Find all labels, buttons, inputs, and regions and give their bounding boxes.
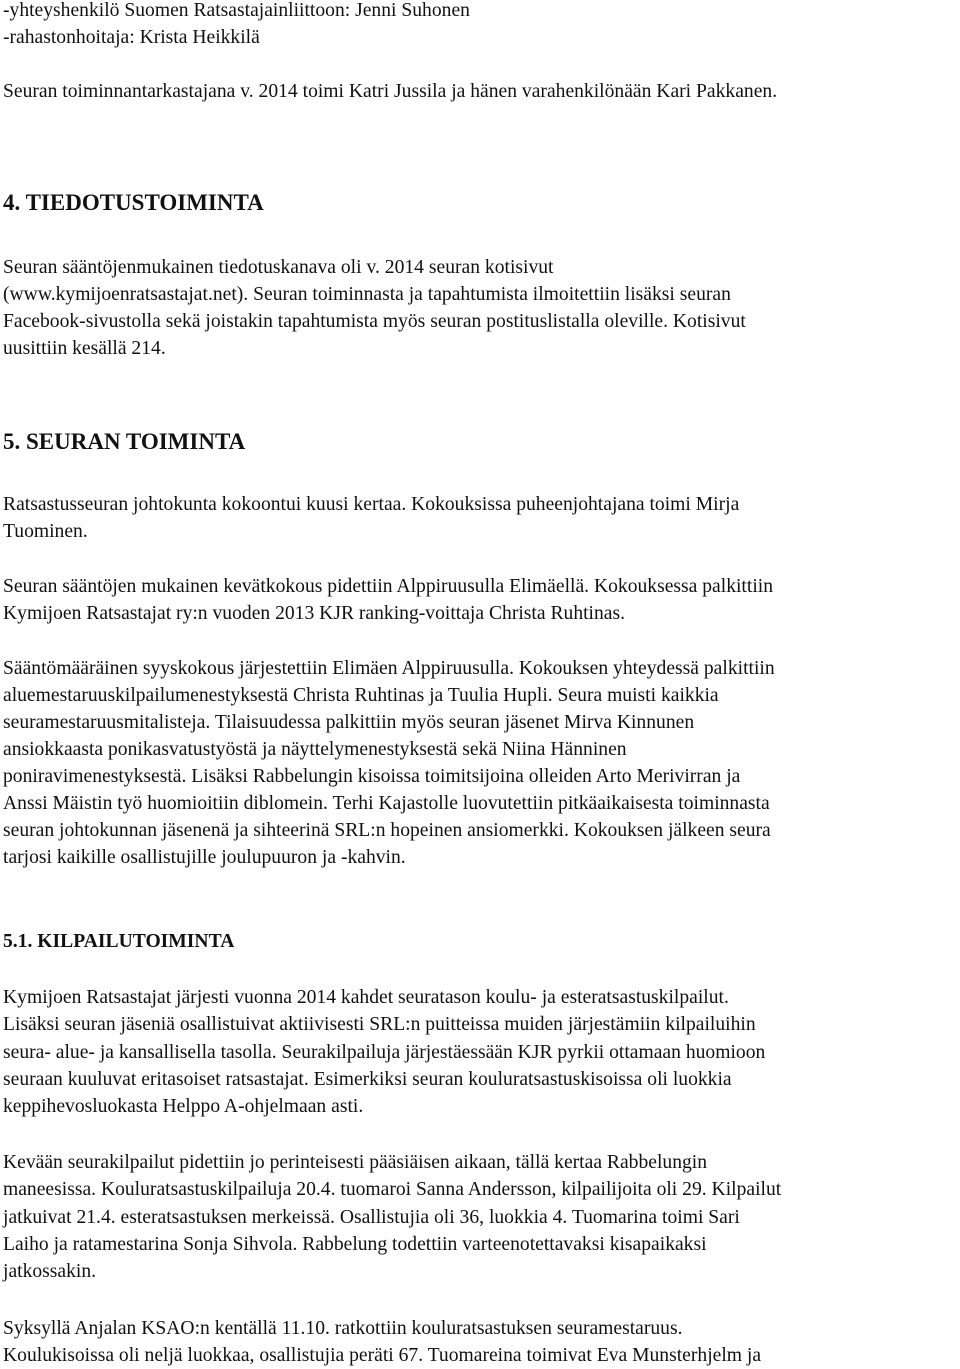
- contact-line-treasurer: -rahastonhoitaja: Krista Heikkilä: [3, 27, 260, 48]
- section-4-heading: 4. TIEDOTUSTOIMINTA: [3, 190, 264, 215]
- section-5-1-heading: 5.1. KILPAILUTOIMINTA: [3, 931, 235, 952]
- section-5-1-p1-line-3: seura- alue- ja kansallisella tasolla. Seurakilpailuja järjestäessään KJR pyrkii ottamaan huomioon: [3, 1042, 766, 1063]
- section-5-1-p2-line-4: Laiho ja ratamestarina Sonja Sihvola. Rabbelung todettiin varteenotettavaksi kisapaikaksi: [3, 1234, 707, 1255]
- section-5-heading: 5. SEURAN TOIMINTA: [3, 429, 246, 454]
- section-4-line-1: Seuran sääntöjenmukainen tiedotuskanava oli v. 2014 seuran kotisivut: [3, 257, 554, 278]
- section-5-1-p2-line-5: jatkossakin.: [3, 1261, 97, 1282]
- auditor-line: Seuran toiminnantarkastajana v. 2014 toimi Katri Jussila ja hänen varahenkilönään Kari Pakkanen.: [3, 81, 778, 102]
- section-5-p3-line-5: poniravimenestyksestä. Lisäksi Rabbelungin kisoissa toimitsijoina olleiden Arto Merivirran ja: [3, 766, 741, 787]
- section-5-p3-line-1: Sääntömääräinen syyskokous järjestettiin Elimäen Alppiruusulla. Kokouksen yhteydessä palkittiin: [3, 658, 775, 679]
- section-5-p2-line-2: Kymijoen Ratsastajat ry:n vuoden 2013 KJR ranking-voittaja Christa Ruhtinas.: [3, 603, 626, 624]
- contact-line-federation: -yhteyshenkilö Suomen Ratsastajainliittoon: Jenni Suhonen: [3, 0, 470, 21]
- section-5-p3-line-8: tarjosi kaikille osallistujille joulupuuron ja -kahvin.: [3, 847, 406, 868]
- section-5-1-p1-line-5: keppihevosluokasta Helppo A-ohjelmaan asti.: [3, 1096, 364, 1117]
- section-5-p2-line-1: Seuran sääntöjen mukainen kevätkokous pidettiin Alppiruusulla Elimäellä. Kokouksessa palkittiin: [3, 576, 774, 597]
- section-5-p1-line-2: Tuominen.: [3, 521, 88, 542]
- section-5-p3-line-3: seuramestaruusmitalisteja. Tilaisuudessa palkittiin myös seuran jäsenet Mirva Kinnunen: [3, 712, 695, 733]
- section-5-1-p1-line-1: Kymijoen Ratsastajat järjesti vuonna 2014 kahdet seuratason koulu- ja esteratsastuskilpailut.: [3, 987, 729, 1008]
- section-5-1-p3-line-2: Koulukisoissa oli neljä luokkaa, osallistujia peräti 67. Tuomareina toimivat Eva Munsterhjelm ja: [3, 1345, 762, 1366]
- section-4-line-2: (www.kymijoenratsastajat.net). Seuran toiminnasta ja tapahtumista ilmoitettiin lisäksi seuran: [3, 284, 731, 305]
- section-5-1-p3-line-1: Syksyllä Anjalan KSAO:n kentällä 11.10. ratkottiin kouluratsastuksen seuramestaruus.: [3, 1318, 683, 1339]
- section-4-line-4: uusittiin kesällä 214.: [3, 338, 166, 359]
- section-4-line-3: Facebook-sivustolla sekä joistakin tapahtumista myös seuran postituslistalla oleville. Kotisivut: [3, 311, 746, 332]
- section-5-p3-line-2: aluemestaruuskilpailumenestyksestä Christa Ruhtinas ja Tuulia Hupli. Seura muisti kaikkia: [3, 685, 719, 706]
- section-5-p3-line-4: ansiokkaasta ponikasvatustyöstä ja näyttelymenestyksestä sekä Niina Hänninen: [3, 739, 627, 760]
- section-5-p3-line-7: seuran johtokunnan jäsenenä ja sihteerinä SRL:n hopeinen ansiomerkki. Kokouksen jälkeen seura: [3, 820, 771, 841]
- section-5-1-p1-line-2: Lisäksi seuran jäseniä osallistuivat aktiivisesti SRL:n puitteissa muiden järjestämiin kilpailuihin: [3, 1014, 756, 1035]
- section-5-p3-line-6: Anssi Mäistin työ huomioitiin diblomein. Terhi Kajastolle luovutettiin pitkäaikaisesta toiminnasta: [3, 793, 770, 814]
- section-5-p1-line-1: Ratsastusseuran johtokunta kokoontui kuusi kertaa. Kokouksissa puheenjohtajana toimi Mirja: [3, 494, 740, 515]
- section-5-1-p1-line-4: seuraan kuuluvat eritasoiset ratsastajat. Esimerkiksi seuran kouluratsastuskisoissa oli luokkia: [3, 1069, 732, 1090]
- section-5-1-p2-line-1: Kevään seurakilpailut pidettiin jo perinteisesti pääsiäisen aikaan, tällä kertaa Rabbelungin: [3, 1152, 708, 1173]
- section-5-1-p2-line-3: jatkuivat 21.4. esteratsastuksen merkeissä. Osallistujia oli 36, luokkia 4. Tuomarina toimi Sari: [3, 1207, 740, 1228]
- section-5-1-p2-line-2: maneesissa. Kouluratsastuskilpailuja 20.4. tuomaroi Sanna Andersson, kilpailijoita oli 29. Kilpailut: [3, 1179, 782, 1200]
